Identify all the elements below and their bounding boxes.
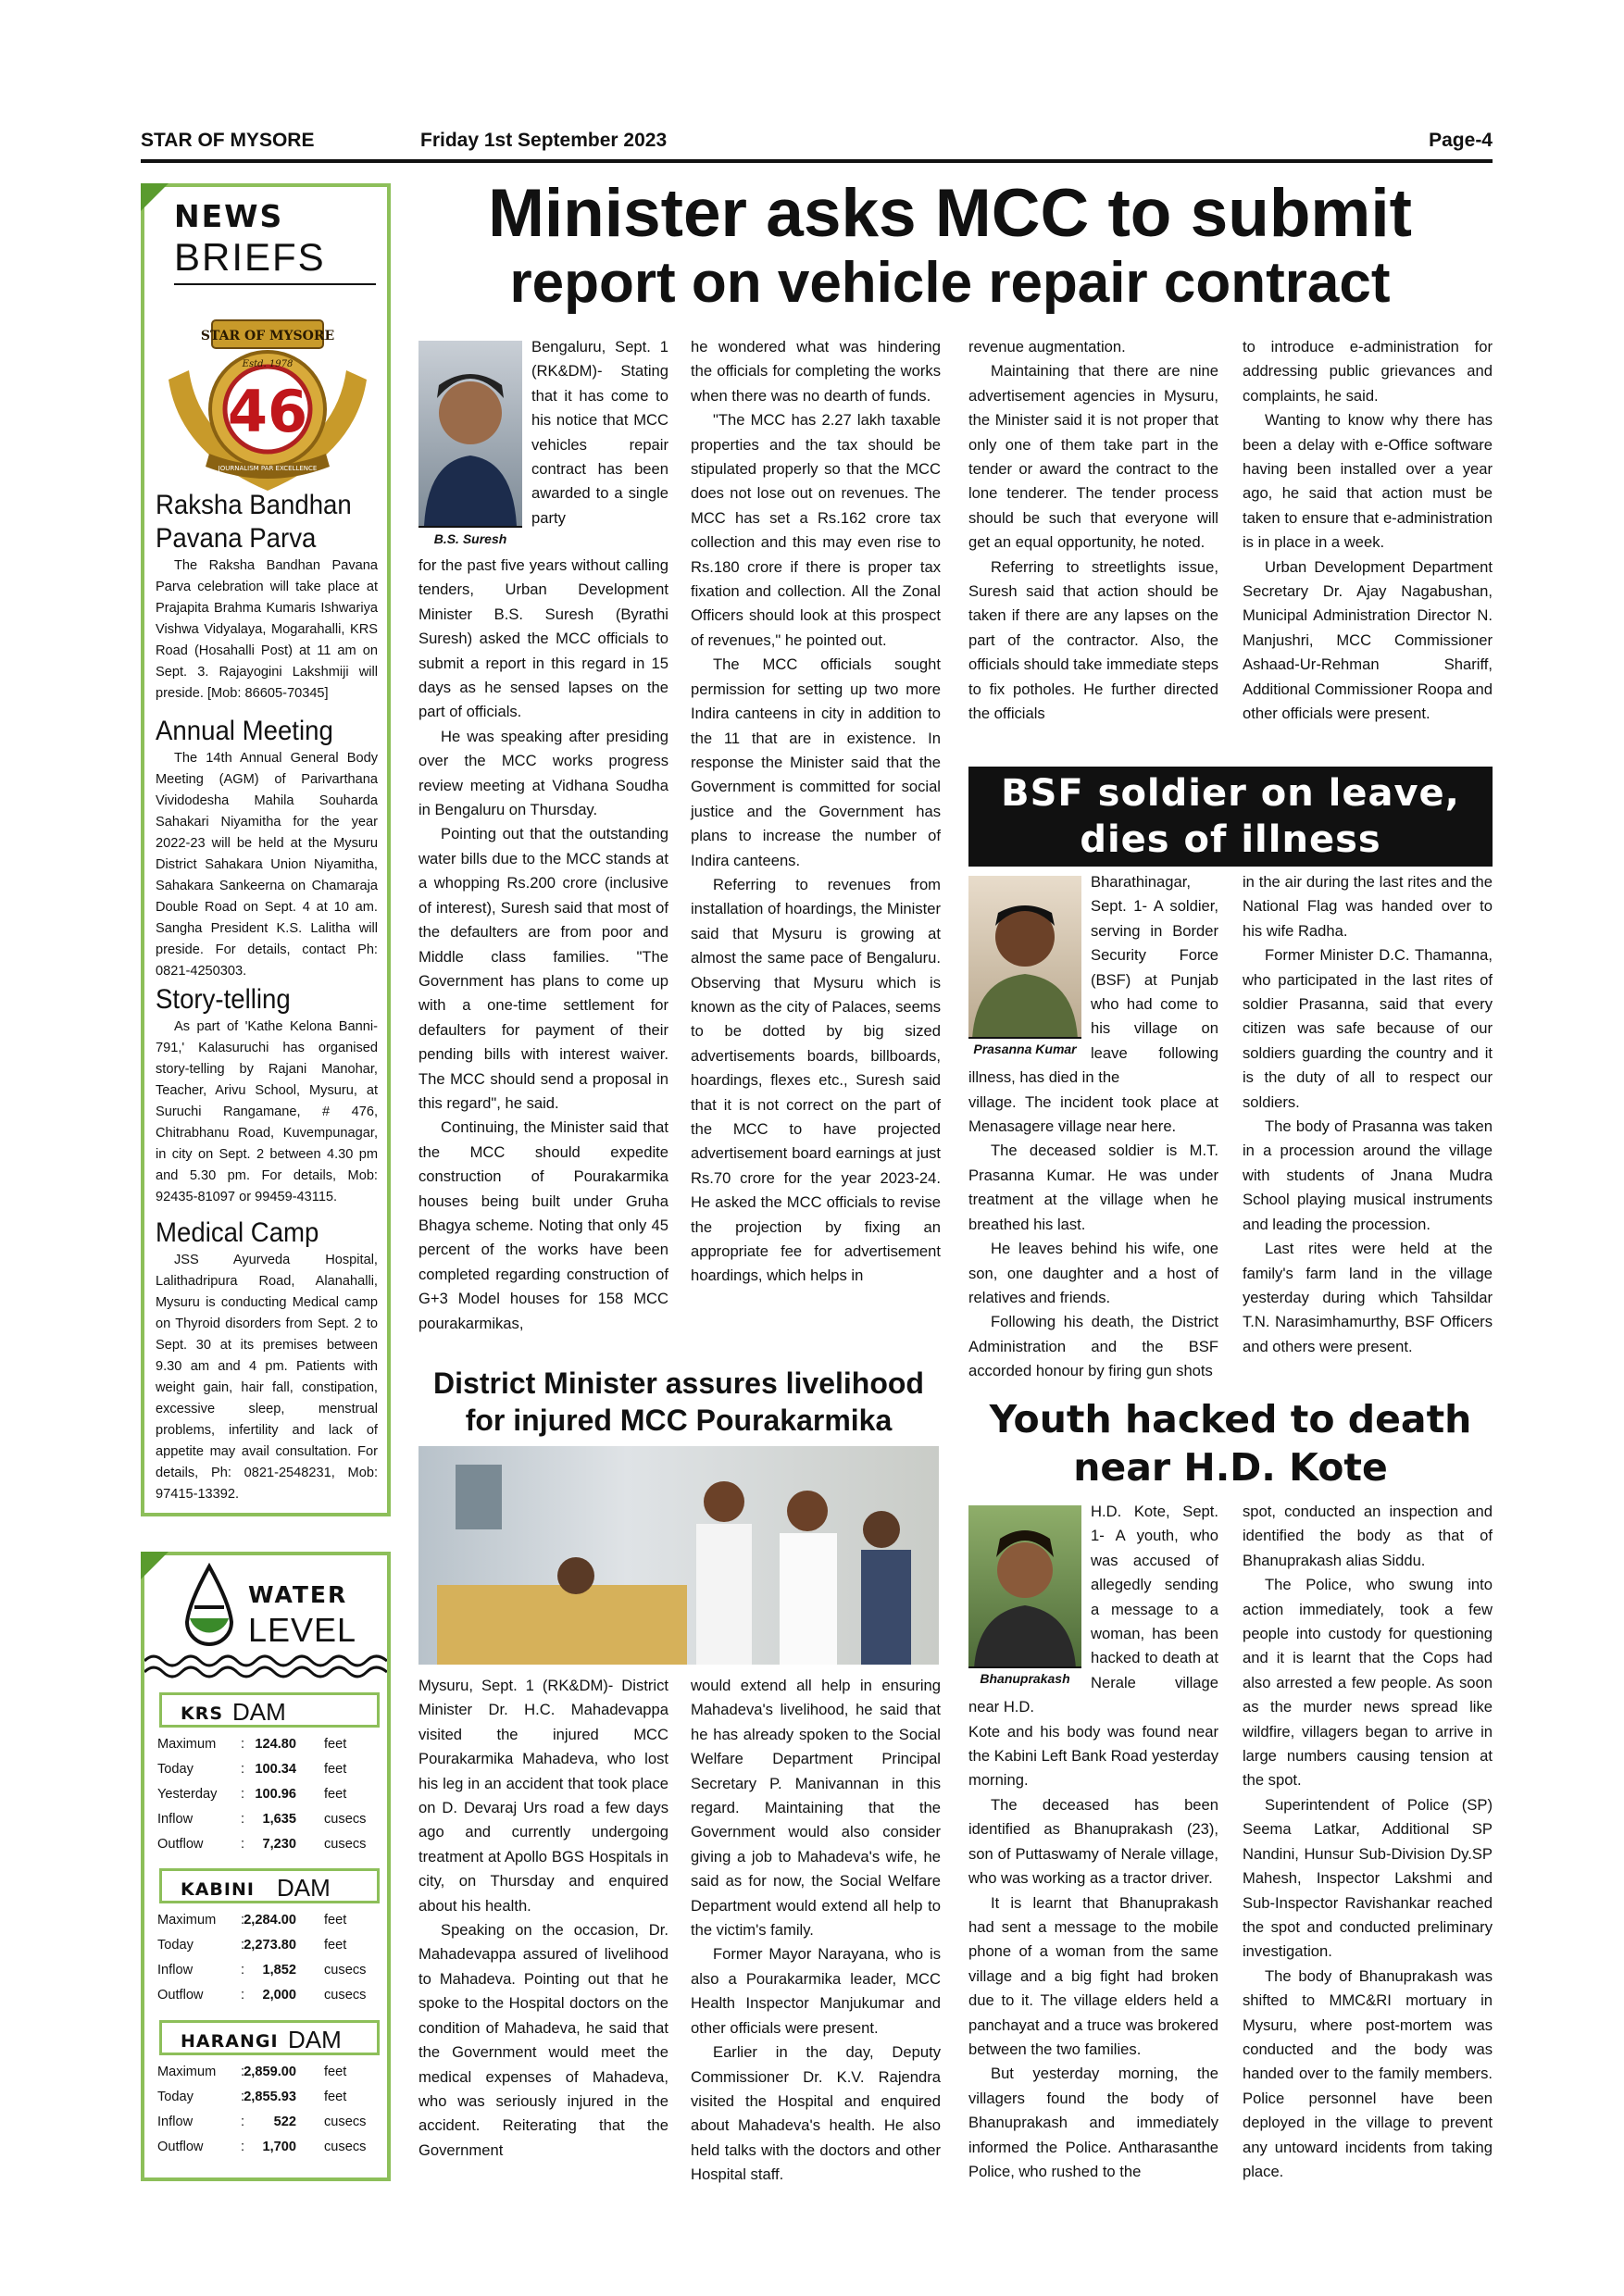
- bhanuprakash-photo: [968, 1505, 1081, 1689]
- district-paragraph: Earlier in the day, Deputy Commissioner Dr. K.V. Rajendra visited the Hospital and enquired about Mahadeva's health. He also held talks with the doctors and other Hospital staff.: [691, 2043, 941, 2184]
- district-paragraph: Speaking on the occasion, Dr. Mahadevappa assured of livelihood to Mahadeva. Pointing out that he spoke to the Hospital doctors on the condition of Mahadeva, he said that the Government would meet the medical expenses of Mahadeva, who was seriously injured in the accident. Reiterating that the Government: [418, 1921, 668, 2159]
- bsf-paragraph: in the air during the last rites and the National Flag was handed over to his wife Radha.: [1243, 873, 1493, 940]
- corner-flag-icon: [141, 1552, 169, 1579]
- dam-row: Outflow : 2,000 cusecs: [157, 1988, 367, 2003]
- youth-paragraph: It is learnt that Bhanuprakash had sent a message to the mobile phone of a woman from the same village and a big fight had broken due to it. The village elders held a panchayat and a truce was brokered between the two families.: [968, 1893, 1218, 2058]
- brief-body: As part of 'Kathe Kelona Banni-791,' Kalasuruchi has organised story-telling by Rajani Manohar, Teacher, Arivu School, Mysuru, at Suruchi Rangamane, # 476, Chitrabhanu Road, Kuvempunagar, in city on Sept. 2 between 4.30 pm and 5.30 pm. For details, Mob: 92435-81097 or 99459-43115.: [156, 1019, 378, 1204]
- district-headline-line1: District Minister assures livelihood: [433, 1366, 924, 1400]
- lead-column-4: [1243, 335, 1493, 727]
- dam-label: DAM: [277, 1874, 331, 1902]
- bsf-paragraph: Former Minister D.C. Thamanna, who participated in the last rites of soldier Prasanna, said that every citizen was safe because of our soldiers guarding the country and it is the duty of all to respect our soldiers.: [1243, 946, 1493, 1111]
- waves-icon: [144, 1652, 387, 1679]
- lead-intro: Bengaluru, Sept. 1 (RK&DM)- Stating that it has come to his notice that MCC vehicles repair contract has been awarded to a single party: [531, 338, 668, 527]
- star-of-mysore-46-years-logo: [161, 315, 374, 500]
- district-paragraph: Mysuru, Sept. 1 (RK&DM)- District Minister Dr. H.C. Mahadevappa visited the injured MCC Pourakarmika Mahadeva, who lost his leg in an accident that took place on D. Devaraj Urs road a few days ago and currently undergoing treatment at Apollo BGS Hospitals in city, on Thursday and enquired about his health.: [418, 1677, 668, 1915]
- dam-row: Today : 2,855.93 feet: [157, 2090, 347, 2104]
- water-drop-icon: [181, 1563, 237, 1655]
- portrait-icon: [968, 1505, 1081, 1668]
- bsf-headline-line2: dies of illness: [1080, 818, 1381, 861]
- dam-row: Outflow : 7,230 cusecs: [157, 1837, 367, 1852]
- brief-body: The Raksha Bandhan Pavana Parva celebration will take place at Prajapita Brahma Kumaris Ishwariya Vishwa Vidyalaya, Mogarahalli, KRS Road (Hosahalli Post) at 11 am on Sept. 3. Rajayogini Lakshmiji will preside. [Mob: 86605-70345]: [156, 558, 378, 701]
- bsf-paragraph: The body of Prasanna was taken in a procession around the village with students of Jnana Mudra School playing musical instruments and leading the procession.: [1243, 1117, 1493, 1233]
- dam-row: Inflow : 522 cusecs: [157, 2115, 367, 2129]
- portrait-icon: [418, 341, 522, 526]
- lead-paragraph: "The MCC has 2.27 lakh taxable properties and the tax should be stipulated properly so that the MCC does not lose out on revenues. The MCC has set a Rs.162 crore tax collection and this may even rise to Rs.180 crore if there is proper tax fixation and collection. All the Zonal Officers should look at this prospect of revenues," he pointed out.: [691, 411, 941, 649]
- bsf-paragraph: Following his death, the District Administration and the BSF accorded honour by firing gun shots: [968, 1313, 1218, 1380]
- brief-raksha-bandhan: [156, 489, 378, 705]
- water-level-box: [141, 1552, 391, 2181]
- lead-paragraph: He was speaking after presiding over the MCC works progress review meeting at Vidhana Soudha in Bengaluru on Thursday.: [418, 727, 668, 819]
- logo-name: STAR OF MYSORE: [200, 329, 335, 343]
- lead-paragraph: The MCC officials sought permission for setting up two more Indira canteens in city in addition to the 11 that are in existence. In response the Minister said that the Government is committed for social justice and the Government has plans to increase the number of Indira canteens.: [691, 655, 941, 869]
- bsf-headline-box: [968, 767, 1493, 867]
- youth-headline-line2: near H.D. Kote: [1073, 1445, 1388, 1490]
- dam-row: Maximum : 2,284.00 feet: [157, 1913, 347, 1928]
- lead-paragraph: Continuing, the Minister said that the MCC should expedite construction of Pourakarmika houses being built under Gruha Bhagya scheme. Noting that only 45 percent of the works have been completed regarding construction of G+3 Model houses for 158 MCC pourakarmikas,: [418, 1118, 668, 1332]
- prasanna-kumar-photo: [968, 876, 1081, 1059]
- photo-caption: B.S. Suresh: [418, 526, 522, 550]
- bsf-paragraph: He leaves behind his wife, one son, one daughter and a host of relatives and friends.: [968, 1240, 1218, 1306]
- district-paragraph: Former Mayor Narayana, who is also a Pourakarmika leader, MCC Health Inspector Manjukumar and other officials were present.: [691, 1945, 941, 2037]
- lead-paragraph: to introduce e-administration for addressing public grievances and complaints, he said.: [1243, 338, 1493, 405]
- dam-row: Maximum : 124.80 feet: [157, 1737, 347, 1752]
- logo-years: 46: [227, 378, 308, 445]
- youth-paragraph: The Police, who swung into action immediately, took a few people into custody for questioning and it is learnt that the Cops had also arrested a few people. As soon as the murder news spread like wildfire, villagers began to arrive in large numbers causing tension at the spot.: [1243, 1576, 1493, 1790]
- youth-intro-rest: Kote and his body was found near the Kabini Left Bank Road yesterday morning.: [968, 1722, 1218, 1790]
- district-column-1: [418, 1674, 668, 2163]
- lead-paragraph: Referring to revenues from installation of hoardings, the Minister said that Mysuru is growing at almost the same pace of Bengaluru. Observing that Mysuru which is known as the city of Palaces, seems to be dotted by big sized advertisements boards, billboards, hoardings, flexes etc., Suresh said that it is not correct on the part of the MCC to have projected advertisement board earnings at just Rs.70 crore for the year 2023-24. He asked the MCC officials to revise the projection by fixing an appropriate fee for advertisement hoardings, which helps in: [691, 875, 941, 1285]
- lead-column-3: [968, 335, 1218, 727]
- youth-paragraph: The deceased has been identified as Bhanuprakash (23), son of Puttaswamy of Nerale village, who was working as a tractor driver.: [968, 1795, 1218, 1888]
- brief-story-telling: [156, 983, 378, 1208]
- corner-flag-icon: [141, 183, 169, 211]
- lead-paragraph: Referring to streetlights issue, Suresh said that action should be taken if there are any lapses on the part of the contractor. Also, the officials should take immediate steps to fix potholes. He further directed the officials: [968, 557, 1218, 723]
- district-column-2: [691, 1674, 941, 2188]
- lead-paragraph: Urban Development Department Secretary Dr. Ajay Nagabushan, Municipal Administration Director N. Manjushri, MCC Commissioner Ashaad-Ur-Rehman Shariff, Additional Commissioner Roopa and other officials were present.: [1243, 557, 1493, 723]
- lead-paragraph: Maintaining that there are nine advertisement agencies in Mysuru, the Minister said it is not proper that only one of them take part in the tender or award the contract to the lone tenderer. The tender process should be such that everyone will get an equal opportunity, he noted.: [968, 362, 1218, 552]
- brief-medical-camp: [156, 1217, 378, 1505]
- youth-paragraph: But yesterday morning, the villagers found the body of Bhanuprakash and immediately informed the Police. Antharasanthe Police, who rushed to the: [968, 2065, 1218, 2180]
- brief-body: The 14th Annual General Body Meeting (AGM) of Parivarthana Vividodesha Mahila Souharda Sahakari Niyamitha for the year 2022-23 will be held at the Mysuru District Sahakara Union Niyamitha, Sahakara Sankeerna on Chamaraja Double Road on Sept. 4 at 10 am. Sangha President K.S. Lalitha will preside. For details, contact Ph: 0821-4250303.: [156, 751, 378, 979]
- lead-paragraph: Pointing out that the outstanding water bills due to the MCC stands at a whopping Rs.200 crore (inclusive of interest), Suresh said that most of the defaulters are from poor and Middle class families. "The Government has plans to come up with a one-time settlement for defaulters for payment of their pending bills with interest waiver. The MCC should send a proposal in this regard", he said.: [418, 825, 668, 1112]
- bsf-column-2: [1243, 870, 1493, 1359]
- news-briefs-box: [141, 183, 391, 1516]
- bsf-intro-rest: village. The incident took place at Menasagere village near here.: [968, 1092, 1218, 1136]
- brief-annual-meeting: [156, 715, 378, 982]
- level-label: LEVEL: [248, 1611, 357, 1649]
- issue-date: Friday 1st September 2023: [420, 130, 668, 151]
- dam-label: DAM: [232, 1698, 286, 1726]
- photo-caption: Prasanna Kumar: [968, 1037, 1081, 1059]
- bsf-paragraph: The deceased soldier is M.T. Prasanna Kumar. He was under treatment at the village when he breathed his last.: [968, 1142, 1218, 1233]
- lead-headline-line2: report on vehicle repair contract: [509, 251, 1391, 315]
- lead-column-2: [691, 335, 941, 1289]
- brief-title: Annual Meeting: [156, 716, 333, 746]
- brief-title: Medical Camp: [156, 1217, 319, 1248]
- bs-suresh-photo: [418, 341, 522, 550]
- youth-paragraph: Superintendent of Police (SP) Seema Latkar, Additional SP Nandini, Hunsur Sub-Division Dy.SP Mahesh, Inspector Lakshmi and Sub-Inspector Ravishankar reached the spot and conducted preliminary investigation.: [1243, 1795, 1493, 1961]
- dam-row: Inflow : 1,852 cusecs: [157, 1963, 367, 1978]
- district-paragraph: would extend all help in ensuring Mahadeva's livelihood, he said that he has already spoken to the Social Welfare Department Principal Secretary P. Manivannan in this regard. Maintaining that the Government would also consider giving a job to Mahadeva's wife, he said as for now, the Social Welfare Department would extend all help to the victim's family.: [691, 1677, 941, 1940]
- brief-body: JSS Ayurveda Hospital, Lalithadripura Road, Alanahalli, Mysuru is conducting Medical camp on Thyroid disorders from Sept. 2 to Sept. 30 at its premises between 9.30 am and 4 pm. Patients with weight gain, hair fall, constipation, excessive sleep, menstrual problems, infertility and lack of appetite may avail consultation. For details, Ph: 0821-2548231, Mob: 97415-13392.: [156, 1253, 378, 1502]
- lead-paragraph: revenue augmentation.: [968, 338, 1126, 356]
- news-briefs-briefs: BRIEFS: [174, 235, 326, 279]
- bsf-column-1: [968, 870, 1218, 1384]
- youth-paragraph: spot, conducted an inspection and identified the body as that of Bhanuprakash alias Siddu.: [1243, 1503, 1493, 1569]
- lead-paragraph: he wondered what was hindering the officials for completing the works when there was no dearth of funds.: [691, 338, 941, 405]
- youth-intro: H.D. Kote, Sept. 1- A youth, who was accused of allegedly sending a message to a woman, has been hacked to death at Nerale village near H.D.: [968, 1503, 1218, 1716]
- dam-title-harangi: [159, 2020, 380, 2055]
- dam-row: Outflow : 1,700 cusecs: [157, 2140, 367, 2154]
- district-headline-line2: for injured MCC Pourakarmika: [465, 1404, 893, 1437]
- page-number: Page-4: [1429, 130, 1493, 151]
- youth-paragraph: The body of Bhanuprakash was shifted to MMC&RI mortuary in Mysuru, where post-mortem was conducted and the body was handed over to the family members. Police personnel have been deployed in the village to prevent any untoward incidents from taking place.: [1243, 1966, 1493, 2180]
- bsf-intro: Bharathinagar, Sept. 1- A soldier, serving in Border Security Force (BSF) at Punjab who had come to his village on leave following illness, has died in the: [968, 873, 1218, 1087]
- dam-abbr: KRS: [181, 1703, 224, 1724]
- dam-row: Today : 100.34 feet: [157, 1762, 347, 1777]
- portrait-icon: [968, 876, 1081, 1039]
- hospital-scene-icon: [418, 1446, 939, 1665]
- dam-row: Yesterday : 100.96 feet: [157, 1787, 347, 1802]
- photo-caption: Bhanuprakash: [968, 1666, 1081, 1689]
- brief-title: Story-telling: [156, 984, 291, 1015]
- dam-row: Today : 2,273.80 feet: [157, 1938, 347, 1953]
- brief-title: Raksha Bandhan Pavana Parva: [156, 490, 352, 554]
- dam-title-krs: [159, 1692, 380, 1728]
- bsf-headline-line1: BSF soldier on leave,: [1001, 772, 1460, 815]
- dam-abbr: HARANGI: [181, 2031, 279, 2052]
- paper-name: STAR OF MYSORE: [141, 130, 315, 151]
- lead-column-1: [418, 335, 668, 1354]
- masthead: [141, 128, 1493, 163]
- lead-intro-rest: for the past five years without calling tenders, Urban Development Minister B.S. Suresh (Byrathi Suresh) asked the MCC officials to submit a report in this regard in 15 days as he sensed lapses on the part of officials.: [418, 556, 668, 721]
- divider: [174, 283, 376, 285]
- logo-estd: Estd. 1978: [242, 359, 294, 369]
- dam-abbr: KABINI: [181, 1879, 255, 1900]
- dam-label: DAM: [288, 2026, 342, 2053]
- hospital-visit-photo: [418, 1446, 939, 1665]
- logo-motto: JOURNALISM PAR EXCELLENCE: [218, 465, 318, 472]
- bsf-paragraph: Last rites were held at the family's farm land in the village yesterday during which Tahsildar T.N. Narasimhamurthy, BSF Officers and others were present.: [1243, 1240, 1493, 1355]
- youth-column-1: [968, 1500, 1218, 2184]
- dam-row: Inflow : 1,635 cusecs: [157, 1812, 367, 1827]
- youth-column-2: [1243, 1500, 1493, 2184]
- dam-title-kabini: [159, 1868, 380, 1903]
- youth-headline-line1: Youth hacked to death: [989, 1397, 1472, 1441]
- dam-row: Maximum : 2,859.00 feet: [157, 2065, 347, 2079]
- news-briefs-news: NEWS: [174, 198, 284, 234]
- lead-paragraph: Wanting to know why there has been a delay with e-Office software having been installed over a year ago, he said that action must be taken to ensure that e-administration is in place in a week.: [1243, 411, 1493, 552]
- lead-headline-line1: Minister asks MCC to submit: [488, 176, 1412, 251]
- water-label: WATER: [248, 1581, 348, 1608]
